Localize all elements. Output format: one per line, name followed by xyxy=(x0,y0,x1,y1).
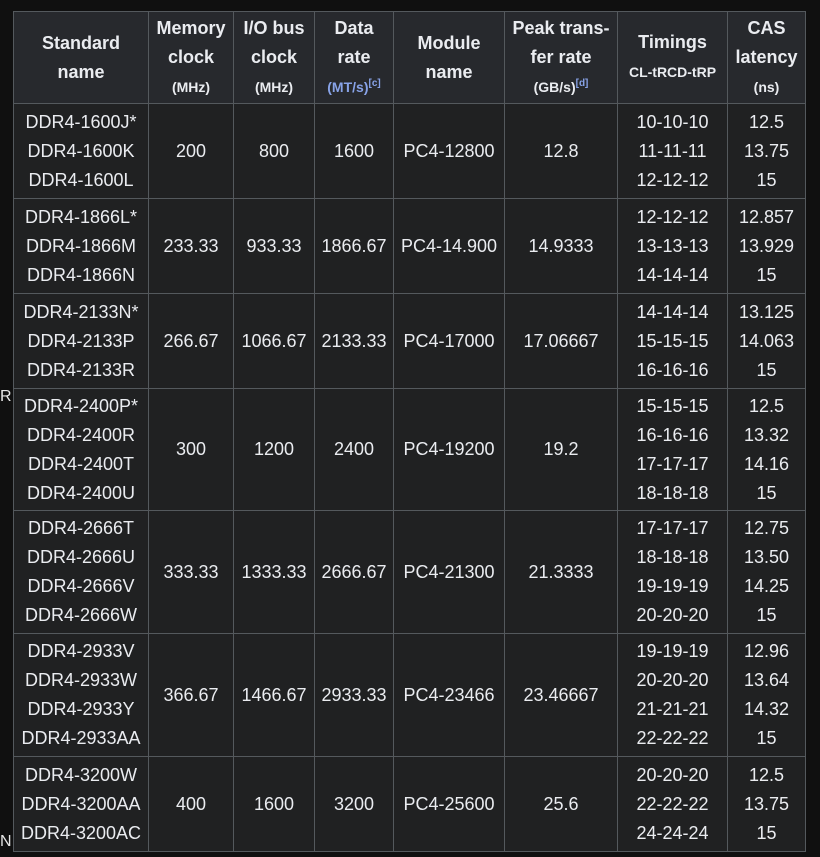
cas-value: 13.50 xyxy=(743,547,790,567)
column-header-text: Peak trans- xyxy=(512,17,610,38)
cas-value: 13.929 xyxy=(738,235,795,256)
table-row xyxy=(14,389,806,511)
io_clock-cell: 1333.33 xyxy=(234,511,315,634)
table-row xyxy=(14,757,806,852)
names-value: DDR4-2666V xyxy=(27,576,135,596)
margin-fragment: N xyxy=(0,833,12,850)
peak-cell: 14.9333 xyxy=(505,199,618,294)
cas-value: 14.16 xyxy=(743,453,790,474)
column-header-text: name xyxy=(57,61,105,82)
module-cell: PC4-12800 xyxy=(394,104,505,199)
memory_clock-cell: 366.67 xyxy=(149,634,234,757)
table-row xyxy=(14,634,806,757)
timings-value: 17-17-17 xyxy=(636,453,709,474)
column-header-text: Standard xyxy=(41,32,120,53)
footnote-link[interactable]: [d] xyxy=(575,77,589,89)
io_clock-cell: 1066.67 xyxy=(234,294,315,389)
cas-value: 15 xyxy=(756,264,777,285)
column-header-text: CAS xyxy=(747,17,786,38)
column-header-text: latency xyxy=(735,46,798,67)
timings-cell xyxy=(618,389,728,511)
cas-value: 12.75 xyxy=(743,518,790,538)
memory_clock-cell: 400 xyxy=(149,757,234,852)
names-cell xyxy=(14,757,149,852)
cas-value: 15 xyxy=(756,169,777,190)
timings-cell xyxy=(618,199,728,294)
module-cell: PC4-25600 xyxy=(394,757,505,852)
cas-cell xyxy=(728,104,806,199)
cas-value: 12.857 xyxy=(738,206,795,227)
column-header-text: rate xyxy=(337,46,371,67)
cas-value: 13.125 xyxy=(738,301,795,322)
timings-value: 12-12-12 xyxy=(636,169,709,190)
cas-value: 15 xyxy=(756,728,777,748)
names-value: DDR4-2400T xyxy=(27,453,135,474)
timings-value: 20-20-20 xyxy=(636,605,709,625)
timings-value: 16-16-16 xyxy=(636,424,709,445)
timings-cell xyxy=(618,104,728,199)
peak-cell: 19.2 xyxy=(505,389,618,511)
column-header-text: I/O bus xyxy=(243,17,305,38)
names-value: DDR4-1866N xyxy=(26,264,136,285)
column-unit: (MHz) xyxy=(171,78,211,95)
table-row xyxy=(14,104,806,199)
data_rate-cell: 1600 xyxy=(315,104,394,199)
module-cell: PC4-23466 xyxy=(394,634,505,757)
timings-value: 13-13-13 xyxy=(636,235,709,256)
footnote-link[interactable]: [c] xyxy=(368,77,381,89)
timings-value: 18-18-18 xyxy=(636,547,709,567)
timings-cell xyxy=(618,511,728,634)
names-value: DDR4-2400U xyxy=(26,482,136,503)
memory_clock-cell: 333.33 xyxy=(149,511,234,634)
names-value: DDR4-2133P xyxy=(27,330,135,351)
column-header-text: Memory xyxy=(156,17,226,38)
column-header-text: clock xyxy=(167,46,215,67)
names-value: DDR4-1600L xyxy=(28,169,134,190)
io_clock-cell: 933.33 xyxy=(234,199,315,294)
data_rate-cell: 2133.33 xyxy=(315,294,394,389)
column-header-text: Module xyxy=(417,32,481,53)
column-header xyxy=(149,12,234,104)
cas-value: 15 xyxy=(756,605,777,625)
memory_clock-cell: 300 xyxy=(149,389,234,511)
cas-cell xyxy=(728,389,806,511)
column-unit: (MHz) xyxy=(254,78,294,95)
cas-value: 12.96 xyxy=(743,641,790,661)
column-unit: (ns) xyxy=(753,78,780,95)
cas-value: 14.25 xyxy=(743,576,790,596)
io_clock-cell: 1466.67 xyxy=(234,634,315,757)
peak-cell: 23.46667 xyxy=(505,634,618,757)
column-header xyxy=(505,12,618,104)
io_clock-cell: 1200 xyxy=(234,389,315,511)
timings-value: 21-21-21 xyxy=(636,699,709,719)
data_rate-cell: 2933.33 xyxy=(315,634,394,757)
cas-value: 15 xyxy=(756,482,777,503)
names-value: DDR4-2933AA xyxy=(21,728,141,748)
names-cell xyxy=(14,294,149,389)
cas-value: 14.32 xyxy=(743,699,790,719)
peak-cell: 17.06667 xyxy=(505,294,618,389)
column-header xyxy=(234,12,315,104)
peak-cell: 25.6 xyxy=(505,757,618,852)
table-row xyxy=(14,199,806,294)
cas-value: 12.5 xyxy=(748,111,785,132)
cas-value: 13.75 xyxy=(743,793,790,814)
module-cell: PC4-21300 xyxy=(394,511,505,634)
data_rate-cell: 2666.67 xyxy=(315,511,394,634)
timings-value: 19-19-19 xyxy=(636,641,709,661)
timings-cell xyxy=(618,757,728,852)
names-cell xyxy=(14,104,149,199)
module-cell: PC4-14.900 xyxy=(394,199,505,294)
peak-cell: 12.8 xyxy=(505,104,618,199)
timings-value: 14-14-14 xyxy=(636,264,709,285)
timings-value: 20-20-20 xyxy=(636,764,709,785)
data_rate-cell: 3200 xyxy=(315,757,394,852)
cas-cell xyxy=(728,199,806,294)
names-value: DDR4-3200AA xyxy=(21,793,141,814)
timings-cell xyxy=(618,294,728,389)
column-header xyxy=(728,12,806,104)
table-body xyxy=(14,104,806,852)
data_rate-cell: 1866.67 xyxy=(315,199,394,294)
names-value: DDR4-3200AC xyxy=(20,822,142,843)
column-header-text: Timings xyxy=(638,32,707,52)
io_clock-cell: 1600 xyxy=(234,757,315,852)
names-value: DDR4-2666W xyxy=(24,605,138,625)
timings-value: 22-22-22 xyxy=(636,728,709,748)
cas-value: 12.5 xyxy=(748,764,785,785)
names-value: DDR4-1866M xyxy=(25,235,137,256)
names-cell xyxy=(14,634,149,757)
memory_clock-cell: 233.33 xyxy=(149,199,234,294)
names-value: DDR4-3200W xyxy=(24,764,138,785)
cas-value: 13.75 xyxy=(743,140,790,161)
table-row xyxy=(14,294,806,389)
names-value: DDR4-2933V xyxy=(27,641,135,661)
timings-value: 24-24-24 xyxy=(636,822,709,843)
cas-value: 14.063 xyxy=(738,330,795,351)
names-value: DDR4-1600K xyxy=(27,140,135,161)
timings-value: 17-17-17 xyxy=(636,518,709,538)
cas-cell xyxy=(728,757,806,852)
ddr4-standards-table xyxy=(13,11,806,852)
cas-cell xyxy=(728,634,806,757)
header-row xyxy=(14,12,806,104)
column-header-text: fer rate xyxy=(530,46,592,67)
cas-value: 15 xyxy=(756,822,777,843)
timings-value: 19-19-19 xyxy=(636,576,709,596)
timings-value: 20-20-20 xyxy=(636,670,709,690)
column-header-text: Data xyxy=(334,17,374,38)
data_rate-cell: 2400 xyxy=(315,389,394,511)
timings-value: 16-16-16 xyxy=(636,359,709,380)
cas-value: 13.32 xyxy=(743,424,790,445)
timings-value: 15-15-15 xyxy=(636,395,709,416)
timings-value: 10-10-10 xyxy=(636,111,709,132)
names-value: DDR4-2666T xyxy=(27,518,135,538)
names-value: DDR4-1866L* xyxy=(24,206,138,227)
column-header-text: clock xyxy=(250,46,298,67)
cas-cell xyxy=(728,511,806,634)
column-unit: CL-tRCD-tRP xyxy=(628,64,717,80)
column-header xyxy=(14,12,149,104)
column-header xyxy=(394,12,505,104)
names-value: DDR4-2400R xyxy=(26,424,136,445)
names-value: DDR4-2133R xyxy=(26,359,136,380)
peak-cell: 21.3333 xyxy=(505,511,618,634)
memory_clock-cell: 200 xyxy=(149,104,234,199)
column-unit: (GB/s) xyxy=(533,78,576,95)
names-cell xyxy=(14,199,149,294)
names-value: DDR4-2666U xyxy=(26,547,136,567)
memory_clock-cell: 266.67 xyxy=(149,294,234,389)
names-cell xyxy=(14,511,149,634)
module-cell: PC4-19200 xyxy=(394,389,505,511)
names-value: DDR4-2400P* xyxy=(23,395,139,416)
cas-value: 15 xyxy=(756,359,777,380)
names-value: DDR4-1600J* xyxy=(25,111,137,132)
io_clock-cell: 800 xyxy=(234,104,315,199)
names-value: DDR4-2933W xyxy=(24,670,138,690)
column-header xyxy=(315,12,394,104)
timings-value: 15-15-15 xyxy=(636,330,709,351)
names-value: DDR4-2933Y xyxy=(27,699,135,719)
timings-value: 11-11-11 xyxy=(638,140,707,161)
table-row xyxy=(14,511,806,634)
margin-fragment: R xyxy=(0,388,12,405)
column-unit[interactable]: (MT/s) xyxy=(327,78,369,95)
cas-value: 13.64 xyxy=(743,670,790,690)
timings-value: 22-22-22 xyxy=(636,793,709,814)
names-value: DDR4-2133N* xyxy=(23,301,139,322)
timings-value: 18-18-18 xyxy=(636,482,709,503)
timings-value: 12-12-12 xyxy=(636,206,709,227)
column-header-text: name xyxy=(425,61,473,82)
names-cell xyxy=(14,389,149,511)
timings-value: 14-14-14 xyxy=(636,301,709,322)
cas-value: 12.5 xyxy=(748,395,785,416)
module-cell: PC4-17000 xyxy=(394,294,505,389)
timings-cell xyxy=(618,634,728,757)
cas-cell xyxy=(728,294,806,389)
column-header xyxy=(618,12,728,104)
